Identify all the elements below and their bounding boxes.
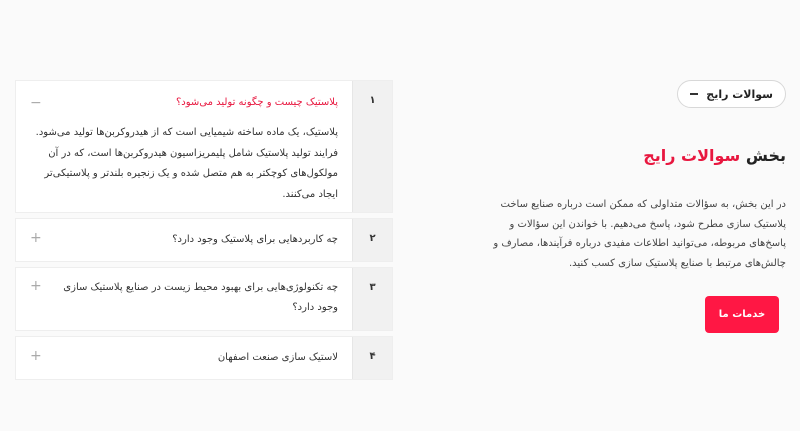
badge-label: سوالات رایج	[706, 87, 773, 101]
faq-item	[15, 218, 393, 262]
section-title-prefix: بخش	[740, 146, 786, 165]
section-badge	[677, 80, 786, 108]
faq-item-number: ۲	[352, 219, 392, 261]
section-title	[643, 146, 786, 165]
faq-item-body	[16, 268, 352, 330]
expand-icon[interactable]: +	[30, 230, 42, 246]
section-title-accent: سوالات رایج	[643, 146, 741, 165]
faq-item	[15, 267, 393, 331]
expand-icon[interactable]: +	[30, 278, 42, 294]
collapse-icon[interactable]: −	[30, 95, 42, 111]
faq-accordion	[15, 80, 393, 385]
faq-item-header[interactable]	[30, 93, 338, 113]
faq-item-header[interactable]	[30, 278, 338, 318]
faq-item-number: ۴	[352, 337, 392, 379]
our-services-button[interactable]: خدمات ما	[705, 296, 779, 333]
expand-icon[interactable]: +	[30, 348, 42, 364]
faq-question[interactable]: پلاستیک چیست و چگونه تولید می‌شود؟	[175, 97, 338, 108]
faq-item	[15, 80, 393, 213]
faq-item-header[interactable]	[30, 348, 338, 368]
faq-item-body	[16, 337, 352, 379]
faq-answer: پلاستیک، یک ماده ساخته شیمیایی است که از هیدروکربن‌ها تولید می‌شود. فرایند تولید پلاستیک شامل پلیمریزاسیون هیدروکربن‌ها است، که در آن مولکول‌های کوچکتر به هم متصل شده و یک زنجیره بلندتر و پلاستیکی‌تر ایجاد می‌کنند.	[35, 127, 338, 200]
faq-item-header[interactable]	[30, 230, 338, 250]
faq-question[interactable]: چه تکنولوژی‌هایی برای بهبود محیط زیست در صنایع پلاستیک سازی وجود دارد؟	[63, 282, 338, 313]
dash-icon	[690, 93, 698, 95]
faq-question[interactable]: لاستیک سازی صنعت اصفهان	[217, 352, 338, 363]
section-description: در این بخش، به سؤالات متداولی که ممکن است درباره صنایع ساخت پلاستیک سازی مطرح شود، پاسخ می‌دهیم. با خواندن این سؤالات و پاسخ‌های مربوطه، می‌توانید اطلاعات مفیدی درباره فرآیندها، مصارف و چالش‌های مرتبط با صنایع پلاستیک سازی کسب کنید.	[493, 199, 786, 269]
faq-item-number: ۱	[352, 81, 392, 212]
faq-item-body	[16, 81, 352, 212]
faq-item-number: ۳	[352, 268, 392, 330]
faq-question[interactable]: چه کاربردهایی برای پلاستیک وجود دارد؟	[172, 234, 338, 245]
faq-item-body	[16, 219, 352, 261]
faq-item	[15, 336, 393, 380]
